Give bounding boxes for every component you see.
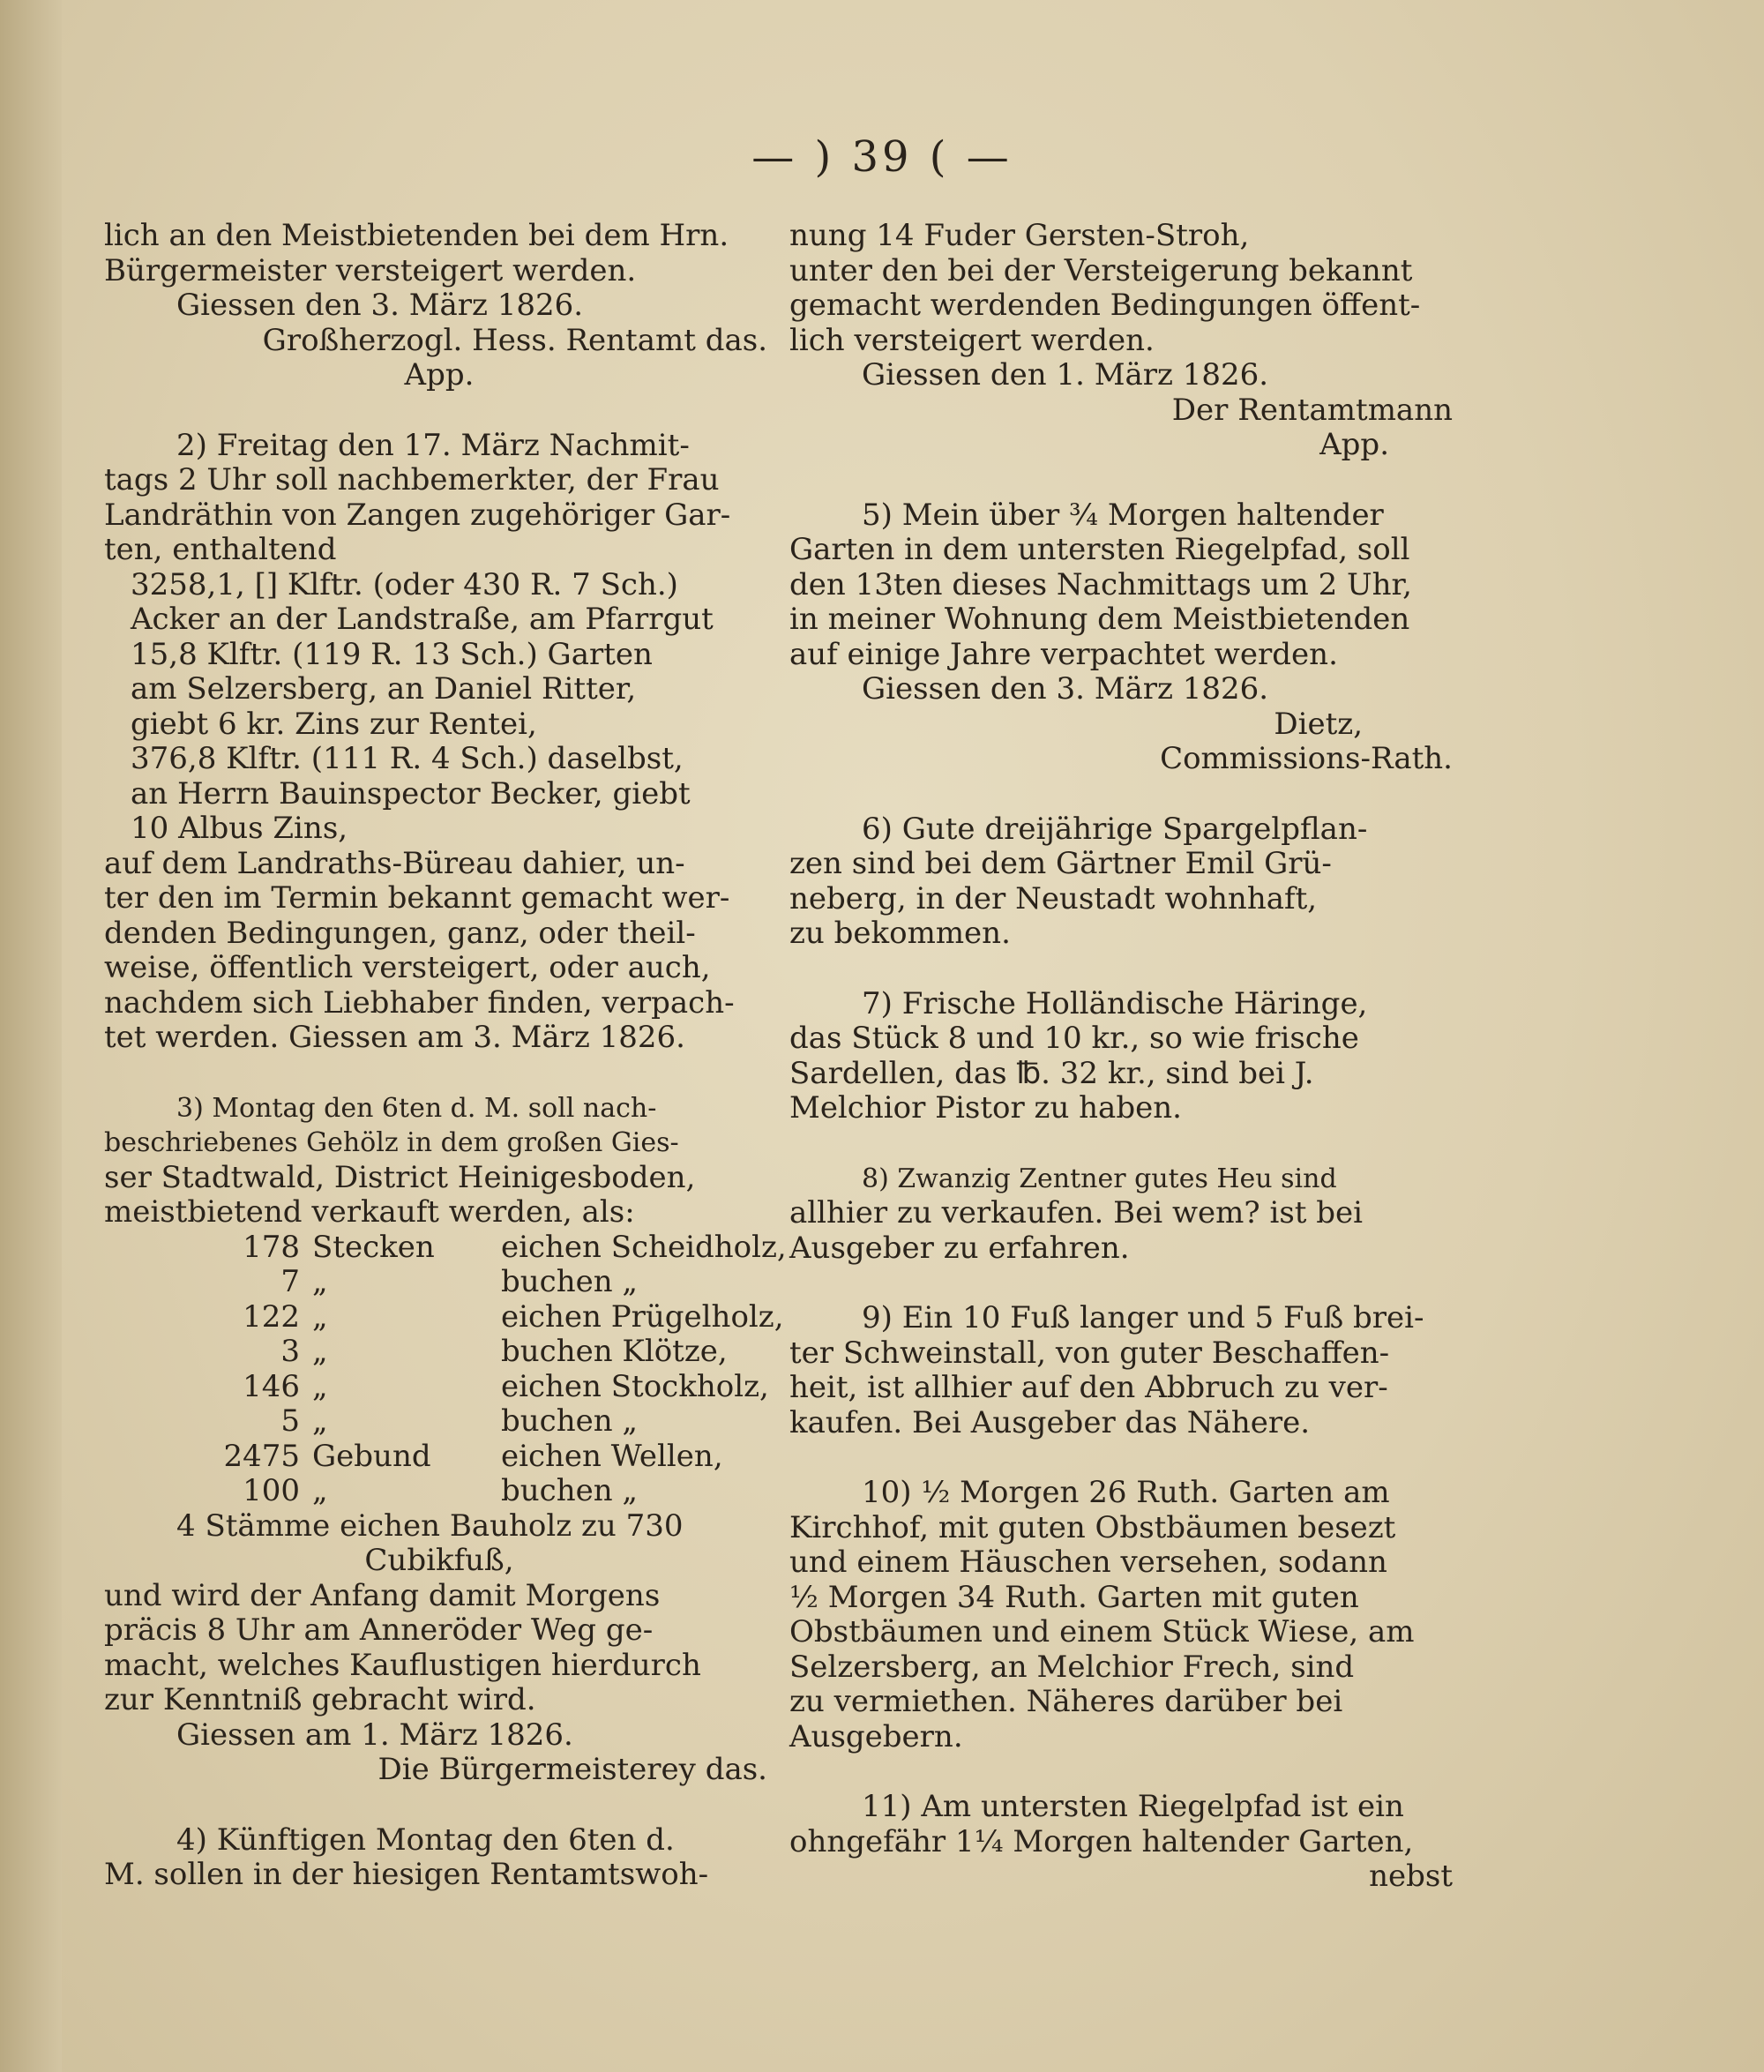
text-line: zu bekommen.: [789, 916, 1011, 951]
text-line: Sardellen, das ℔. 32 kr., sind bei J.: [789, 1055, 1314, 1091]
wood-quantity: 2475: [223, 1438, 300, 1474]
text-line: 3) Montag den 6ten d. M. soll nach-: [176, 1092, 657, 1124]
wood-unit: „: [312, 1298, 328, 1335]
text-line: gemacht werdenden Bedingungen öffent-: [789, 288, 1421, 323]
wood-description: eichen Stockholz,: [501, 1368, 769, 1404]
notice-1-continuation: [104, 219, 774, 393]
text-line: und wird der Anfang damit Morgens: [104, 1577, 661, 1613]
text-line: tags 2 Uhr soll nachbemerkter, der Frau: [104, 462, 720, 497]
wood-description: buchen „: [501, 1264, 639, 1299]
wood-table: [139, 1229, 787, 1509]
text-line: ohngefähr 1¼ Morgen haltender Garten,: [789, 1823, 1414, 1859]
notice-3: [104, 1091, 787, 1788]
text-line: heit, ist allhier auf den Abbruch zu ver-: [789, 1370, 1388, 1405]
text-line: Selzersberg, an Melchior Frech, sind: [789, 1649, 1355, 1685]
catchword: nebst: [1369, 1859, 1453, 1894]
notice-11: [789, 1790, 1460, 1895]
wood-description: buchen „: [501, 1403, 639, 1439]
left-column: [104, 218, 787, 1893]
text-line: auf einige Jahre verpachtet werden.: [789, 636, 1338, 672]
text-line: in meiner Wohnung dem Meistbietenden: [789, 602, 1410, 637]
text-line: den 13ten dieses Nachmittags um 2 Uhr,: [789, 566, 1412, 602]
notice-5: [789, 498, 1460, 777]
notice-signature-abbrev: App.: [404, 357, 475, 393]
text-line: denden Bedingungen, ganz, oder theil-: [104, 915, 696, 951]
text-line: nung 14 Fuder Gersten-Stroh,: [789, 218, 1250, 253]
wood-description: eichen Prügelholz,: [501, 1298, 784, 1335]
text-line: macht, welches Kauflustigen hierdurch: [104, 1647, 701, 1683]
text-line: Garten in dem untersten Riegelpfad, soll: [789, 532, 1410, 567]
text-line: weise, öffentlich versteigert, oder auch,: [104, 950, 711, 985]
page-gutter: [0, 0, 62, 2072]
notice-8: [789, 1162, 1460, 1267]
text-line: 5) Mein über ¾ Morgen haltender: [862, 497, 1384, 533]
text-line: zen sind bei dem Gärtner Emil Grü-: [789, 846, 1332, 881]
notice-date: Giessen den 1. März 1826.: [862, 357, 1269, 393]
wood-unit: „: [312, 1264, 328, 1299]
text-line: M. sollen in der hiesigen Rentamtswoh-: [104, 1857, 709, 1892]
text-line: das Stück 8 und 10 kr., so wie frische: [789, 1021, 1359, 1056]
wood-quantity: 5: [280, 1403, 300, 1439]
text-line: beschriebenes Gehölz in dem großen Gies-: [104, 1127, 679, 1158]
text-line: ten, enthaltend: [104, 532, 337, 567]
list-item: Acker an der Landstraße, am Pfarrgut: [131, 602, 714, 637]
text-line: nachdem sich Liebhaber finden, verpach-: [104, 984, 735, 1021]
list-item: 376,8 Klftr. (111 R. 4 Sch.) daselbst,: [131, 741, 684, 776]
notice-signature-title: Commissions-Rath.: [1160, 741, 1453, 776]
wood-unit: Gebund: [312, 1438, 431, 1474]
notice-4-continuation: [789, 219, 1460, 463]
text-line: lich versteigert werden.: [789, 322, 1155, 358]
text-line: Ausgebern.: [789, 1718, 963, 1754]
wood-unit: Stecken: [312, 1229, 435, 1265]
wood-quantity: 3: [280, 1334, 300, 1369]
list-item: 10 Albus Zins,: [131, 811, 348, 846]
text-line: auf dem Landraths-Büreau dahier, un-: [104, 845, 685, 881]
text-line: kaufen. Bei Ausgeber das Nähere.: [789, 1404, 1311, 1440]
wood-quantity: 178: [243, 1229, 300, 1265]
wood-quantity: 100: [243, 1473, 300, 1508]
notice-date: Giessen den 3. März 1826.: [176, 288, 584, 323]
wood-quantity: 122: [243, 1298, 300, 1335]
notice-date: Giessen am 1. März 1826.: [176, 1717, 573, 1753]
text-line: 4) Künftigen Montag den 6ten d.: [176, 1821, 675, 1858]
text-line: ½ Morgen 34 Ruth. Garten mit guten: [789, 1579, 1359, 1615]
text-line: 4 Stämme eichen Bauholz zu 730: [176, 1507, 684, 1544]
text-line: und einem Häuschen versehen, sodann: [789, 1545, 1387, 1580]
text-line: ter den im Termin bekannt gemacht wer-: [104, 880, 730, 916]
notice-2: [104, 429, 774, 1056]
text-line: unter den bei der Versteigerung bekannt: [789, 252, 1413, 288]
notice-9: [789, 1301, 1460, 1440]
notice-signature: Die Bürgermeisterey das.: [377, 1752, 767, 1787]
text-line: zur Kenntniß gebracht wird.: [104, 1682, 536, 1717]
text-line: zu vermiethen. Näheres darüber bei: [789, 1684, 1343, 1719]
wood-quantity: 146: [243, 1368, 300, 1404]
text-line: Cubikfuß,: [364, 1543, 514, 1578]
notice-date: Giessen den 3. März 1826.: [862, 671, 1269, 707]
text-line: 10) ½ Morgen 26 Ruth. Garten am: [862, 1475, 1390, 1510]
text-line: ter Schweinstall, von guter Beschaffen-: [789, 1335, 1390, 1371]
notice-7: [789, 987, 1460, 1126]
text-line: allhier zu verkaufen. Bei wem? ist bei: [789, 1195, 1364, 1230]
text-line: ser Stadtwald, District Heinigesboden,: [104, 1159, 696, 1195]
wood-quantity: 7: [280, 1264, 300, 1299]
text-line: tet werden. Giessen am 3. März 1826.: [104, 1020, 685, 1055]
text-line: 7) Frische Holländische Häringe,: [862, 985, 1368, 1021]
text-line: Landräthin von Zangen zugehöriger Gar-: [104, 497, 731, 533]
text-line: präcis 8 Uhr am Anneröder Weg ge-: [104, 1612, 654, 1648]
text-line: Kirchhof, mit guten Obstbäumen besezt: [789, 1509, 1396, 1545]
text-line: 2) Freitag den 17. März Nachmit-: [176, 427, 690, 463]
wood-unit: „: [312, 1403, 328, 1439]
notice-4: [104, 1823, 774, 1893]
notice-10: [789, 1476, 1460, 1754]
list-item: an Herrn Bauinspector Becker, giebt: [131, 775, 691, 812]
text-line: Obstbäumen und einem Stück Wiese, am: [789, 1614, 1415, 1649]
parcel-list: [131, 568, 774, 847]
text-line: 11) Am untersten Riegelpfad ist ein: [862, 1789, 1404, 1824]
text-line: 8) Zwanzig Zentner gutes Heu sind: [862, 1163, 1337, 1194]
notice-6: [789, 812, 1460, 952]
wood-unit: „: [312, 1368, 328, 1404]
notice-signature: Großherzogl. Hess. Rentamt das.: [262, 322, 767, 358]
notice-signature: Der Rentamtmann: [1171, 392, 1453, 428]
notice-signature-abbrev: App.: [1319, 427, 1389, 462]
wood-unit: „: [312, 1334, 328, 1369]
list-item: 3258,1, [] Klftr. (oder 430 R. 7 Sch.): [131, 566, 678, 602]
list-item: 15,8 Klftr. (119 R. 13 Sch.) Garten: [131, 636, 653, 672]
text-line: Bürgermeister versteigert werden.: [104, 252, 637, 288]
notice-signature: Dietz,: [1274, 706, 1363, 742]
text-line: meistbietend verkauft werden, als:: [104, 1194, 635, 1230]
page-number: — ) 39 ( —: [751, 132, 1013, 182]
text-line: 6) Gute dreijährige Spargelpflan-: [862, 811, 1368, 847]
text-line: Melchior Pistor zu haben.: [789, 1090, 1182, 1126]
text-line: neberg, in der Neustadt wohnhaft,: [789, 880, 1318, 916]
wood-unit: „: [312, 1473, 328, 1508]
list-item: am Selzersberg, an Daniel Ritter,: [131, 671, 637, 707]
text-line: lich an den Meistbietenden bei dem Hrn.: [104, 218, 729, 253]
wood-description: buchen Klötze,: [501, 1334, 728, 1369]
wood-description: buchen „: [501, 1473, 639, 1508]
text-line: Ausgeber zu erfahren.: [789, 1230, 1130, 1266]
text-line: 9) Ein 10 Fuß langer und 5 Fuß brei-: [862, 1300, 1424, 1335]
right-column: [789, 219, 1460, 1895]
wood-description: eichen Wellen,: [501, 1438, 723, 1474]
list-item: giebt 6 kr. Zins zur Rentei,: [131, 706, 537, 742]
wood-description: eichen Scheidholz,: [501, 1229, 787, 1265]
